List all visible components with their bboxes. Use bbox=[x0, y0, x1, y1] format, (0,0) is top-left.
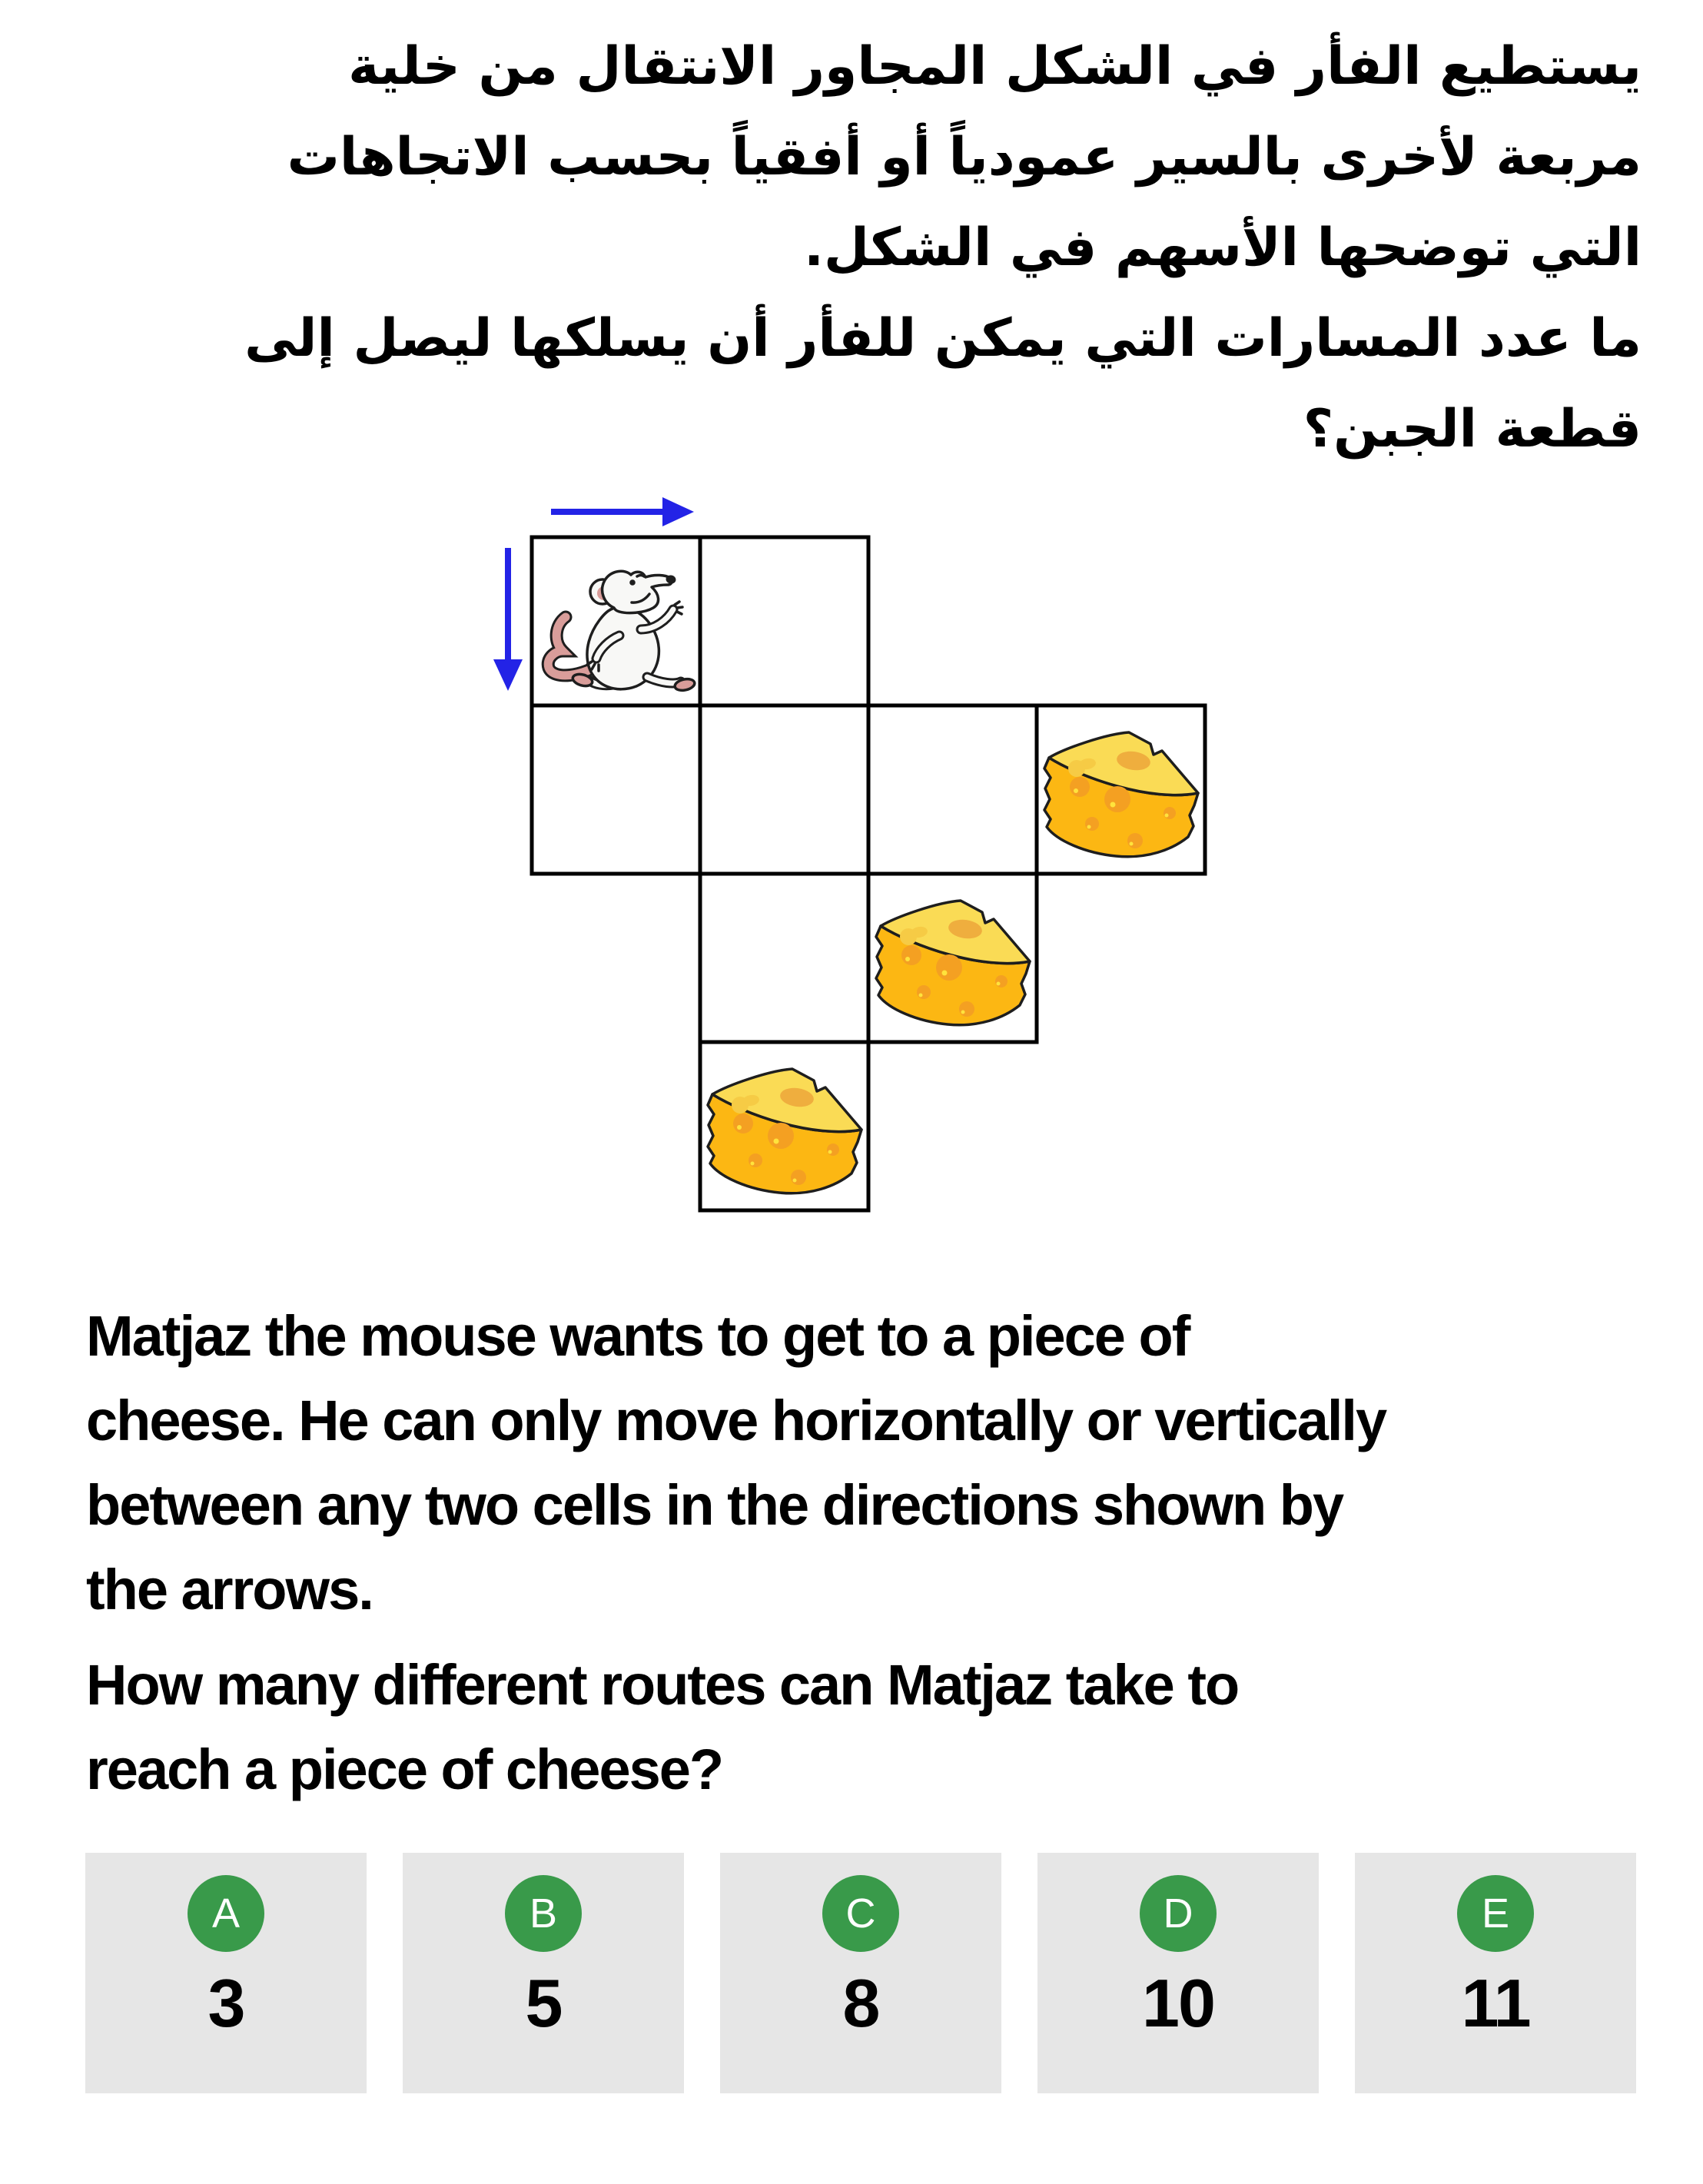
grid-cell bbox=[700, 874, 868, 1042]
option-c-badge: C bbox=[822, 1875, 899, 1952]
option-e[interactable] bbox=[1355, 1853, 1636, 2093]
question-arabic bbox=[38, 22, 1642, 475]
option-c[interactable] bbox=[720, 1853, 1001, 2093]
arabic-line: يستطيع الفأر في الشكل المجاور الانتقال من خلية bbox=[348, 36, 1642, 97]
arabic-line: قطعة الجبن؟ bbox=[1303, 399, 1642, 460]
option-a-value: 3 bbox=[207, 1965, 244, 2041]
option-c-value: 8 bbox=[842, 1965, 879, 2041]
english-line: Matjaz the mouse wants to get to a piece of bbox=[86, 1304, 1190, 1368]
english-paragraph-2 bbox=[86, 1643, 1386, 1812]
grid-cell bbox=[700, 537, 868, 705]
option-d-badge: D bbox=[1140, 1875, 1217, 1952]
options-row bbox=[85, 1853, 1636, 2093]
option-d[interactable] bbox=[1037, 1853, 1319, 2093]
english-line: between any two cells in the directions shown by bbox=[86, 1473, 1343, 1537]
english-line: How many different routes can Matjaz take to bbox=[86, 1653, 1239, 1717]
maze-figure bbox=[492, 476, 1260, 1245]
option-b-badge: B bbox=[505, 1875, 582, 1952]
right-arrow-icon bbox=[551, 497, 694, 526]
down-arrow-icon bbox=[493, 548, 523, 691]
arabic-line: مربعة لأخرى بالسير عمودياً أو أفقياً بحسب الاتجاهات bbox=[287, 127, 1642, 188]
english-line: the arrows. bbox=[86, 1558, 373, 1621]
option-b[interactable] bbox=[403, 1853, 684, 2093]
grid-cell bbox=[868, 705, 1037, 874]
arabic-line: التي توضحها الأسهم في الشكل. bbox=[804, 217, 1642, 278]
option-b-value: 5 bbox=[525, 1965, 562, 2041]
english-line: reach a piece of cheese? bbox=[86, 1738, 723, 1801]
grid-cell bbox=[532, 705, 700, 874]
option-a[interactable] bbox=[85, 1853, 367, 2093]
arabic-line: ما عدد المسارات التي يمكن للفأر أن يسلكها ليصل إلى bbox=[244, 308, 1642, 369]
english-line: cheese. He can only move horizontally or vertically bbox=[86, 1389, 1386, 1452]
option-a-badge: A bbox=[188, 1875, 264, 1952]
option-d-value: 10 bbox=[1142, 1965, 1214, 2041]
grid-cell bbox=[700, 705, 868, 874]
option-e-value: 11 bbox=[1461, 1965, 1530, 2041]
option-e-badge: E bbox=[1457, 1875, 1534, 1952]
english-paragraph-1 bbox=[86, 1294, 1386, 1632]
question-english bbox=[86, 1294, 1386, 1812]
